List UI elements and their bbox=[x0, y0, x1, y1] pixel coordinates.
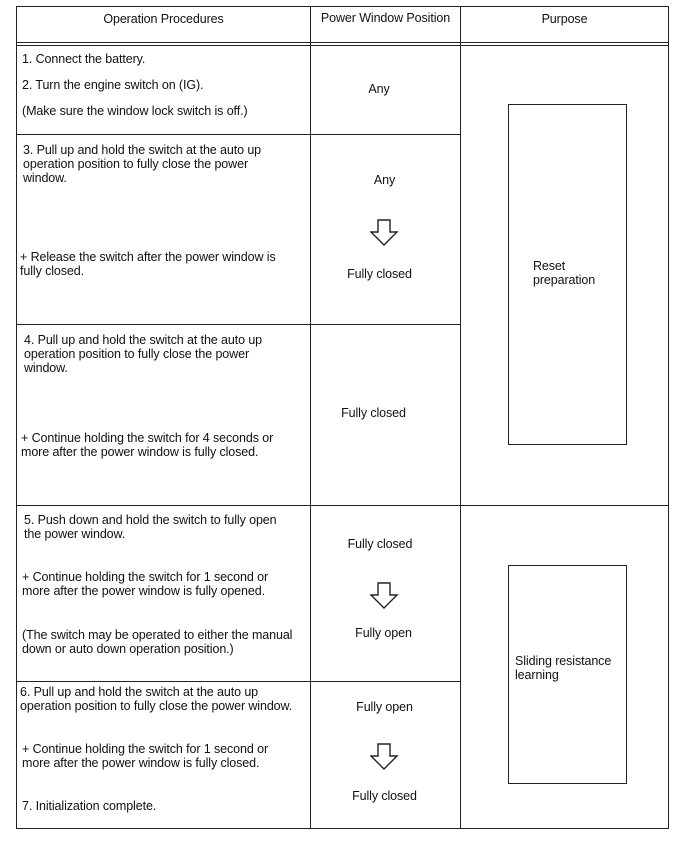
step-5-hold-line-2: more after the power window is fully opened. bbox=[22, 584, 265, 598]
row3-position: Fully closed bbox=[341, 406, 406, 420]
row4-position-top: Fully closed bbox=[347, 537, 413, 551]
step-5-hold-line-1: + Continue holding the switch for 1 second or bbox=[22, 570, 269, 584]
down-arrow-icon bbox=[370, 743, 400, 771]
step-6-hold-line-1: + Continue holding the switch for 1 second or bbox=[22, 742, 269, 756]
row-divider-3 bbox=[16, 505, 669, 506]
step-6-line-2: operation position to fully close the power window. bbox=[20, 699, 293, 713]
step-4-line-1: 4. Pull up and hold the switch at the auto up bbox=[24, 333, 263, 347]
step-3-release-line-2: fully closed. bbox=[20, 264, 85, 278]
row2-position-bottom: Fully closed bbox=[347, 267, 412, 281]
header-operation-procedures: Operation Procedures bbox=[103, 12, 224, 26]
row-divider-1 bbox=[16, 134, 461, 135]
step-5-note-line-2: down or auto down operation position.) bbox=[22, 642, 234, 656]
step-3-release-line-1: + Release the switch after the power window is bbox=[20, 250, 276, 264]
header-power-window-position: Power Window Position bbox=[320, 11, 451, 25]
purpose-sliding-line-2: learning bbox=[515, 668, 559, 682]
step-3-line-1: 3. Pull up and hold the switch at the auto up bbox=[23, 143, 262, 157]
step-3-line-3: window. bbox=[23, 171, 67, 185]
step-5-line-2: the power window. bbox=[24, 527, 126, 541]
table-border-left bbox=[16, 6, 17, 829]
table-border-right bbox=[668, 6, 669, 829]
step-4-line-2: operation position to fully close the power bbox=[24, 347, 250, 361]
step-4-hold-line-2: more after the power window is fully closed. bbox=[21, 445, 259, 459]
step-2-note: (Make sure the window lock switch is off.) bbox=[22, 104, 248, 118]
step-5-line-1: 5. Push down and hold the switch to fully open bbox=[24, 513, 277, 527]
row5-position-bottom: Fully closed bbox=[352, 789, 417, 803]
purpose-reset-line-1: Reset bbox=[533, 259, 566, 273]
step-7-text: 7. Initialization complete. bbox=[22, 799, 157, 813]
step-4-hold-line-1: + Continue holding the switch for 4 seconds or bbox=[21, 431, 274, 445]
table-border-top bbox=[16, 6, 669, 7]
row2-position-top: Any bbox=[373, 173, 396, 187]
row-divider-2 bbox=[16, 324, 461, 325]
row5-position-top: Fully open bbox=[356, 700, 413, 714]
col-divider-2 bbox=[460, 6, 461, 829]
row4-position-bottom: Fully open bbox=[355, 626, 412, 640]
step-1-text: 1. Connect the battery. bbox=[22, 52, 146, 66]
row1-position: Any bbox=[368, 82, 390, 96]
header-divider-b bbox=[16, 45, 669, 46]
header-purpose: Purpose bbox=[541, 12, 588, 26]
step-2-text: 2. Turn the engine switch on (IG). bbox=[22, 78, 204, 92]
purpose-reset-line-2: preparation bbox=[533, 273, 596, 287]
down-arrow-icon bbox=[370, 219, 400, 247]
row-divider-4 bbox=[16, 681, 461, 682]
step-3-line-2: operation position to fully close the power bbox=[23, 157, 249, 171]
step-5-note-line-1: (The switch may be operated to either the manual bbox=[22, 628, 293, 642]
down-arrow-icon bbox=[370, 582, 400, 610]
header-divider-a bbox=[16, 42, 669, 43]
table-border-bottom bbox=[16, 828, 669, 829]
step-6-line-1: 6. Pull up and hold the switch at the auto up bbox=[20, 685, 259, 699]
step-6-hold-line-2: more after the power window is fully closed. bbox=[22, 756, 260, 770]
purpose-sliding-line-1: Sliding resistance bbox=[515, 654, 612, 668]
step-4-line-3: window. bbox=[24, 361, 68, 375]
